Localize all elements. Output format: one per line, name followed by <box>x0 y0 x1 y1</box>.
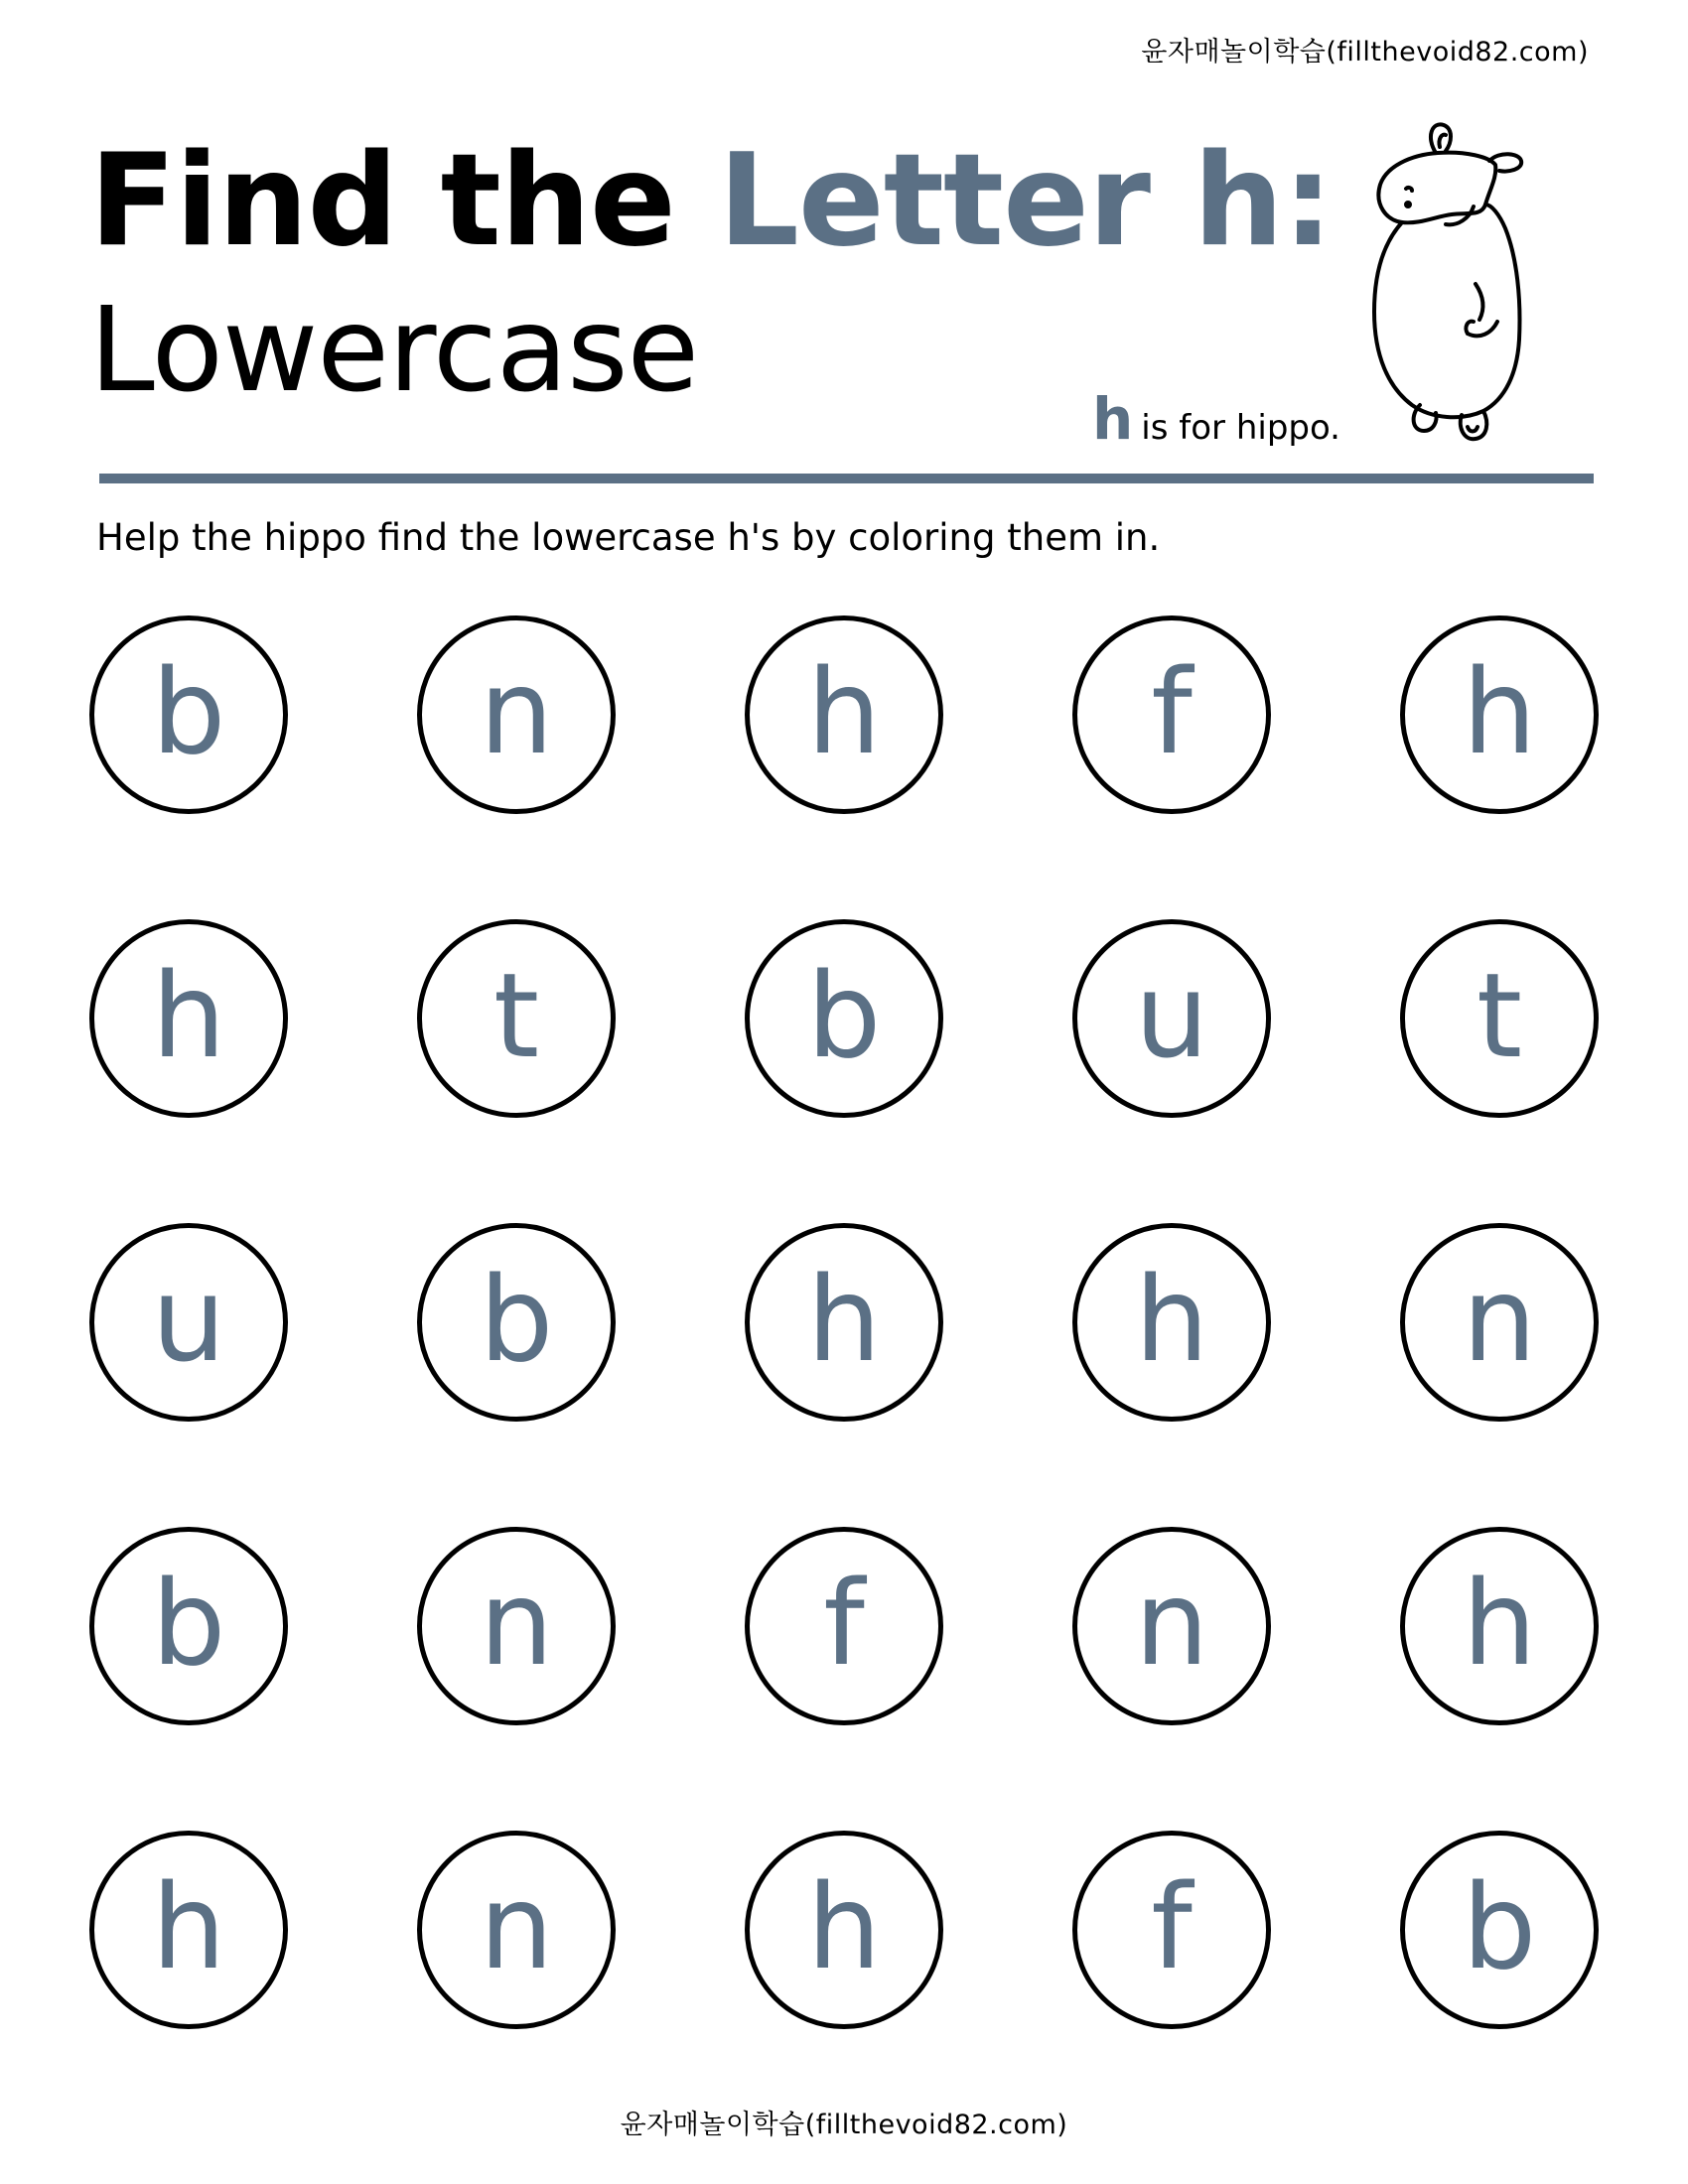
bubble-letter: b <box>151 1555 226 1692</box>
bubble-letter: t <box>1476 947 1523 1084</box>
letter-bubble[interactable] <box>745 615 943 814</box>
tagline-letter: h <box>1092 385 1134 453</box>
bubble-letter: n <box>479 643 554 780</box>
letter-bubble[interactable] <box>89 1527 288 1725</box>
page-subtitle: Lowercase <box>89 281 699 418</box>
letter-bubble[interactable] <box>417 1223 616 1422</box>
tagline <box>1092 385 1340 453</box>
bubble-letter: b <box>151 643 226 780</box>
bubble-letter: h <box>1134 1251 1209 1388</box>
bubble-letter: b <box>479 1251 554 1388</box>
bubble-letter: h <box>151 947 226 1084</box>
letter-bubble[interactable] <box>89 615 288 814</box>
title-accent: Letter h: <box>718 127 1333 275</box>
bubble-letter: h <box>806 643 882 780</box>
letter-bubble[interactable] <box>89 1223 288 1422</box>
letter-bubble[interactable] <box>89 919 288 1118</box>
bubble-letter: b <box>1462 1858 1537 1995</box>
letter-bubble[interactable] <box>417 919 616 1118</box>
header-credit: 윤자매놀이학습(fillthevoid82.com) <box>1141 37 1589 68</box>
bubble-letter: n <box>1462 1251 1537 1388</box>
letter-bubble[interactable] <box>1072 1527 1271 1725</box>
letter-bubble[interactable] <box>745 1831 943 2029</box>
letter-bubble[interactable] <box>417 615 616 814</box>
letter-bubble[interactable] <box>417 1831 616 2029</box>
bubble-letter: u <box>1134 947 1209 1084</box>
bubble-letter: h <box>1462 1555 1537 1692</box>
letter-bubble[interactable] <box>1400 1831 1599 2029</box>
letter-bubble[interactable] <box>745 919 943 1118</box>
letter-bubble[interactable] <box>1072 1223 1271 1422</box>
bubble-letter: h <box>806 1251 882 1388</box>
bubble-letter: f <box>1151 1858 1193 1995</box>
instructions-text: Help the hippo find the lowercase h's by coloring them in. <box>96 516 1161 559</box>
divider-rule <box>99 474 1594 483</box>
bubble-letter: n <box>479 1858 554 1995</box>
letter-bubble[interactable] <box>1400 615 1599 814</box>
bubble-letter: n <box>479 1555 554 1692</box>
bubble-letter: f <box>823 1555 865 1692</box>
letter-bubble[interactable] <box>1072 615 1271 814</box>
bubble-letter: h <box>1462 643 1537 780</box>
bubble-letter: u <box>151 1251 226 1388</box>
bubble-letter: t <box>492 947 540 1084</box>
letter-bubble[interactable] <box>1400 919 1599 1118</box>
bubble-letter: h <box>806 1858 882 1995</box>
letter-bubble[interactable] <box>745 1527 943 1725</box>
letter-bubble[interactable] <box>1400 1527 1599 1725</box>
title-prefix: Find the <box>89 127 719 275</box>
letter-bubble[interactable] <box>1400 1223 1599 1422</box>
page-title <box>89 127 1333 276</box>
letter-bubble[interactable] <box>417 1527 616 1725</box>
letter-bubble[interactable] <box>1072 1831 1271 2029</box>
letter-bubble[interactable] <box>89 1831 288 2029</box>
bubble-letter: h <box>151 1858 226 1995</box>
footer-credit: 윤자매놀이학습(fillthevoid82.com) <box>620 2110 1068 2140</box>
tagline-text: is for hippo. <box>1141 408 1340 448</box>
letter-bubble[interactable] <box>745 1223 943 1422</box>
letter-grid <box>89 615 1599 2035</box>
bubble-letter: f <box>1151 643 1193 780</box>
bubble-letter: b <box>806 947 882 1084</box>
bubble-letter: n <box>1134 1555 1209 1692</box>
letter-bubble[interactable] <box>1072 919 1271 1118</box>
hippo-icon <box>1340 117 1569 455</box>
